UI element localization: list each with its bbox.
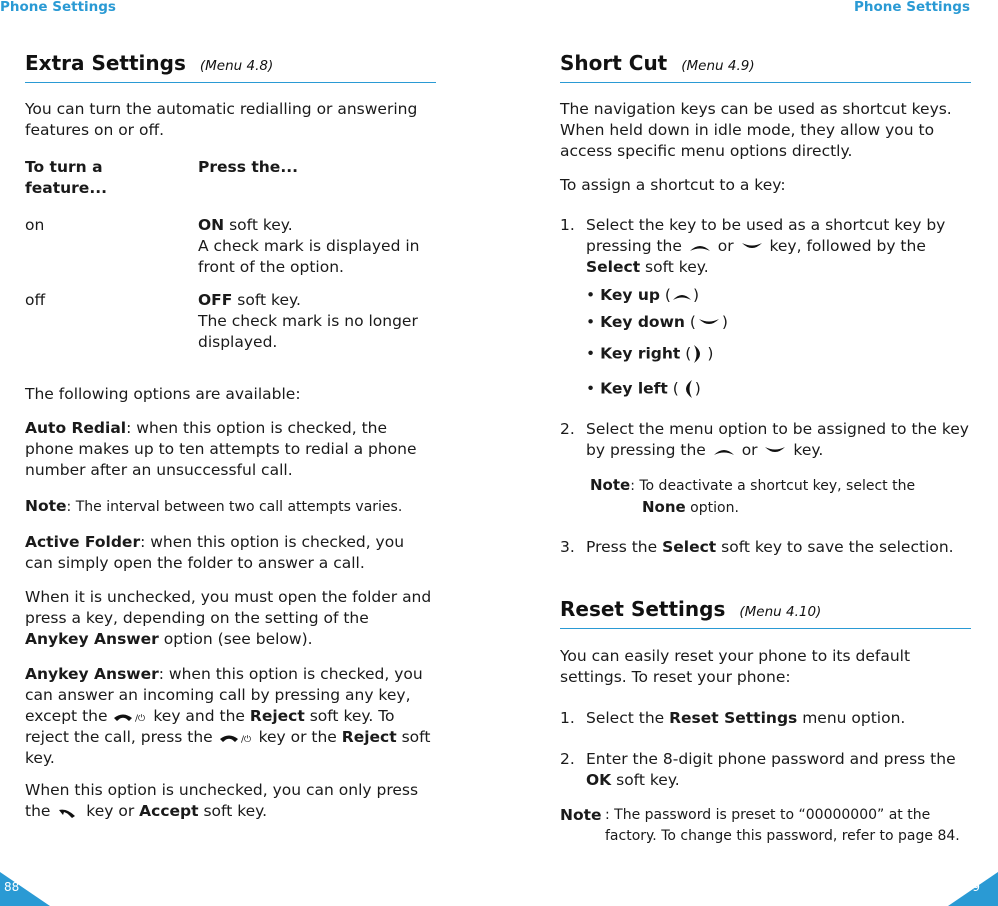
up-key-icon	[671, 290, 693, 302]
unchecked2-text-3: soft key.	[198, 802, 268, 820]
unchecked-text-2: option (see below).	[158, 630, 313, 648]
accept-softkey: Accept	[139, 802, 199, 820]
reject-softkey-1: Reject	[249, 707, 305, 725]
shortcut-step-1	[560, 215, 970, 278]
active-folder-text: : when this option is checked, you can simply open the folder to answer a call.	[25, 533, 405, 572]
anykey-answer-ref: Anykey Answer	[25, 630, 159, 648]
shortcut-note-label: Note	[590, 476, 631, 494]
active-folder-label: Active Folder	[25, 533, 141, 551]
bullet-key-left: • Key left ( )	[586, 378, 701, 400]
anykey-text-4: key or the	[253, 728, 342, 746]
step-1-number: 1.	[560, 216, 575, 234]
table-row-on-action	[198, 215, 433, 278]
anykey-answer-label: Anykey Answer	[25, 665, 159, 683]
none-option: None	[642, 498, 686, 516]
select-softkey: Select	[586, 258, 641, 276]
reset-step-1-text	[586, 708, 970, 729]
right-running-head: Phone Settings	[854, 0, 970, 15]
extra-settings-heading	[25, 53, 436, 83]
unchecked2-text-2: key or	[81, 802, 140, 820]
short-cut-menu-ref: (Menu 4.9)	[681, 58, 755, 74]
shortcut-step-3	[560, 537, 972, 558]
table-row-on-state: on	[25, 216, 45, 234]
off-softkey-suffix: soft key.	[232, 291, 301, 309]
unchecked-paragraph	[25, 587, 437, 650]
shortcut-note-text-1: : To deactivate a shortcut key, select the	[630, 478, 916, 494]
reset-settings-heading	[560, 599, 971, 629]
ok-softkey: OK	[586, 771, 612, 789]
left-page-number: 88	[4, 880, 20, 894]
svg-text:/⏻: /⏻	[240, 734, 251, 745]
shortcut-note	[590, 475, 950, 519]
down-key-icon	[739, 241, 765, 253]
step-1-text-1: Select the key to be used as a shortcut key by pressing the	[586, 216, 946, 255]
step-2-text	[586, 419, 970, 461]
on-softkey-suffix: soft key.	[224, 216, 293, 234]
key-left-label: Key left	[600, 379, 668, 398]
step-3-text-2: soft key to save the selection.	[716, 538, 954, 556]
reject-softkey-2: Reject	[341, 728, 397, 746]
right-key-icon	[691, 343, 707, 365]
reset-settings-title: Reset Settings	[560, 597, 726, 621]
left-key-icon	[679, 378, 695, 400]
left-running-head: Phone Settings	[0, 0, 116, 15]
auto-redial-paragraph	[25, 418, 435, 481]
reset-step-1	[560, 708, 970, 729]
key-down-label: Key down	[600, 313, 685, 331]
off-softkey-label: OFF	[198, 291, 233, 309]
note-label: Note	[25, 497, 67, 515]
options-intro: The following options are available:	[25, 385, 301, 403]
step-1-text-2: key, followed by the	[764, 237, 926, 255]
extra-settings-intro: You can turn the automatic redialling or answering features on or off.	[25, 100, 418, 139]
anykey-text-5: soft key.	[25, 728, 431, 767]
auto-redial-text: : when this option is checked, the phone makes up to ten attempts to redial a phone number after an unsuccessful call.	[25, 419, 417, 479]
on-description: A check mark is displayed in front of the option.	[198, 237, 420, 276]
svg-text:/⏻: /⏻	[135, 713, 146, 724]
anykey-text-2: key and the	[148, 707, 250, 725]
anykey-text-3: soft key. To reject the call, press the	[25, 707, 395, 746]
extra-settings-title: Extra Settings	[25, 51, 186, 75]
reset-step-2-text	[586, 749, 970, 791]
settings-table-header-col1: To turn a feature...	[25, 158, 107, 197]
end-power-key-icon-2	[218, 731, 254, 745]
extra-settings-menu-ref: (Menu 4.8)	[199, 58, 274, 74]
table-row-off-action	[198, 290, 433, 353]
unchecked-text-1: When it is unchecked, you must open the folder and press a key, depending on the setting of the	[25, 588, 432, 627]
send-key-icon	[55, 805, 81, 819]
up-key-icon	[687, 241, 713, 253]
step-1-text-3: soft key.	[640, 258, 709, 276]
step-3-text-1: Press the	[586, 538, 663, 556]
reset-note-text: : The password is preset to “00000000” at the factory. To change this password, refer to page 84.	[605, 807, 960, 844]
up-key-icon	[711, 445, 737, 457]
right-page-number: 89	[964, 880, 980, 894]
shortcut-step-2	[560, 419, 970, 461]
reset-step-2-text-1: Enter the 8-digit phone password and press the	[586, 750, 956, 768]
bullet-key-up: • Key up ( )	[586, 286, 700, 304]
step-2-number: 2.	[560, 420, 575, 438]
unchecked2-paragraph	[25, 780, 435, 822]
step-2-text-2: key.	[788, 441, 824, 459]
on-softkey-label: ON	[198, 216, 225, 234]
short-cut-intro: The navigation keys can be used as shortcut keys. When held down in idle mode, they allow you to access specific menu options directly.	[560, 100, 952, 160]
reset-step-2	[560, 749, 970, 791]
reset-step-2-number: 2.	[560, 750, 575, 768]
assign-shortcut-intro: To assign a shortcut to a key:	[560, 176, 786, 194]
down-key-icon	[762, 445, 788, 457]
settings-table-header-col2: Press the...	[198, 158, 298, 176]
reset-settings-option: Reset Settings	[669, 709, 798, 727]
step-2-text-1: Select the menu option to be assigned to the key by pressing the	[586, 420, 969, 459]
reset-step-1-text-2: menu option.	[797, 709, 906, 727]
select-softkey-2: Select	[662, 538, 717, 556]
anykey-text-1: : when this option is checked, you can answer an incoming call by pressing any key, except the	[25, 665, 423, 725]
bullet-key-right: • Key right ( )	[586, 343, 713, 365]
step-2-or: or	[736, 441, 763, 459]
reset-note	[560, 805, 960, 847]
step-3-number: 3.	[560, 538, 575, 556]
off-description: The check mark is no longer displayed.	[198, 312, 418, 351]
auto-redial-label: Auto Redial	[25, 419, 127, 437]
down-key-icon	[696, 317, 722, 329]
key-right-label: Key right	[600, 344, 681, 363]
short-cut-title: Short Cut	[560, 51, 668, 75]
step-3-text	[586, 537, 972, 558]
anykey-answer-paragraph	[25, 664, 437, 769]
table-row-off-state: off	[25, 291, 46, 309]
reset-intro: You can easily reset your phone to its default settings. To reset your phone:	[560, 647, 911, 686]
reset-step-2-text-2: soft key.	[611, 771, 680, 789]
reset-note-label: Note	[560, 806, 602, 824]
reset-settings-menu-ref: (Menu 4.10)	[739, 604, 822, 620]
step-1-or: or	[712, 237, 739, 255]
active-folder-paragraph	[25, 532, 430, 574]
reset-step-1-text-1: Select the	[586, 709, 670, 727]
shortcut-note-text-2: option.	[685, 500, 739, 516]
unchecked2-text-1: When this option is unchecked, you can only press the	[25, 781, 419, 820]
note-text: : The interval between two call attempts varies.	[66, 499, 403, 515]
interval-note	[25, 496, 437, 518]
bullet-key-down: • Key down ( )	[586, 313, 728, 331]
step-1-text	[586, 215, 970, 278]
key-up-label: Key up	[600, 286, 660, 304]
short-cut-heading	[560, 53, 971, 83]
end-power-key-icon	[112, 710, 148, 724]
reset-step-1-number: 1.	[560, 709, 575, 727]
